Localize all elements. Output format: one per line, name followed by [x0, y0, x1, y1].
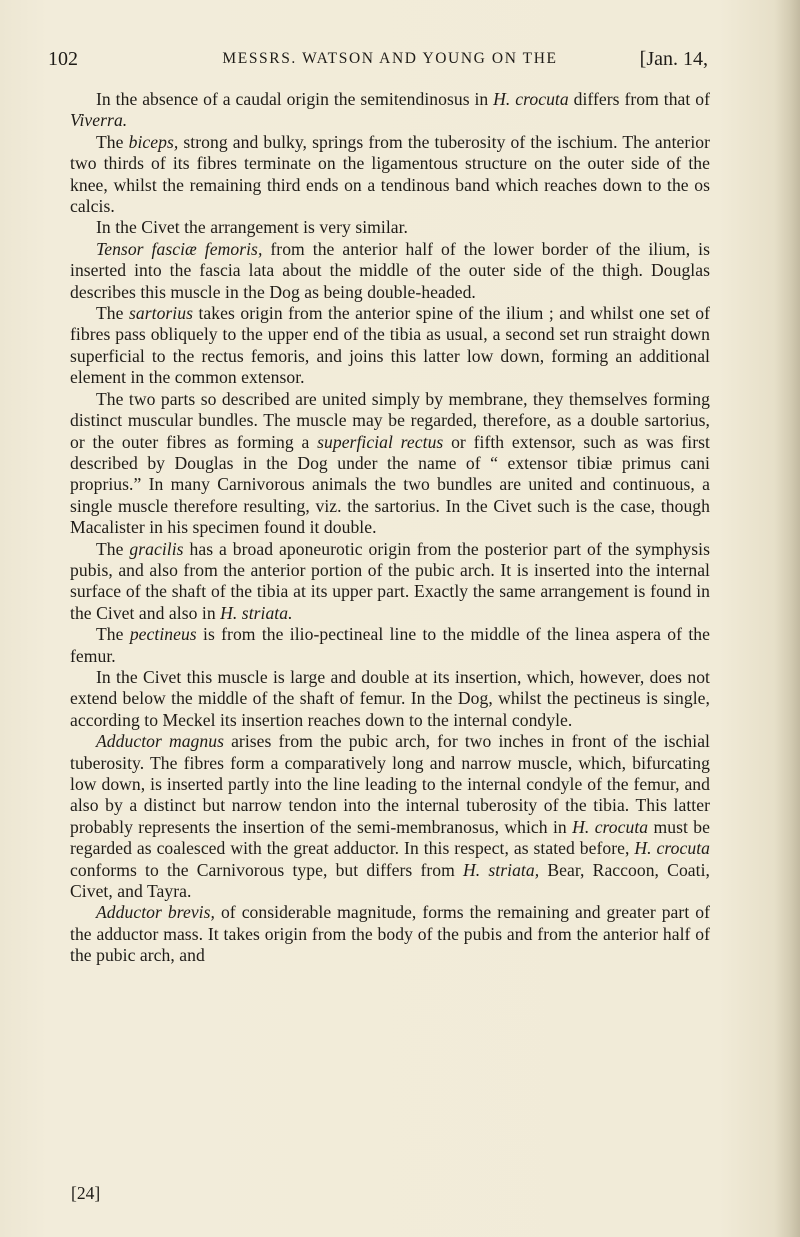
italic-term: H. crocuta	[493, 89, 569, 109]
text-run: arises from the pubic arch, for two inches in front of the ischial tuberosity. The fibres form a comparatively long and narrow muscle, which, bifurcating low down, is inserted partly into the line leading to the internal condyle of the femur, and also by a distinct but narrow tendon into the internal tuberosity of the tibia. This latter probably represents the insertion of the semi-membranosus, which in	[70, 731, 710, 837]
text-run: The	[96, 624, 130, 645]
text-run: takes origin from the anterior spine of the ilium ; and whilst one set of fibres pass obliquely to the upper end of the tibia as usual, a second set run straight down superficial to the rectus femoris, and joins this latter low down, forming an additional element in the common extensor.	[70, 303, 711, 388]
text-run: strong and bulky, springs from the tuberosity of the ischium. The anterior two thirds of its fibres terminate on the ligamentous structure on the outer side of the knee, whilst the remaining third ends on a tendinous band which reaches down to the os calcis.	[70, 131, 711, 217]
text-run: differs from that of	[568, 89, 710, 109]
header-date: [Jan. 14,	[639, 48, 708, 70]
italic-term: biceps,	[128, 131, 179, 152]
paragraph	[70, 132, 710, 218]
text-run: has a broad aponeurotic origin from the posterior part of the symphysis pubis, and also from the anterior portion of the pubic arch. It is inserted into the internal surface of the shaft of the tibia at its upper part. Exactly the same arrangement is found in the Civet and also in	[70, 538, 710, 623]
paragraph	[70, 667, 710, 731]
text-run: The two parts so described are united simply by membrane, they themselves forming distinct muscular bundles. The muscle may be regarded, therefore, as a double sartorius, or the outer fibres as forming a	[70, 388, 710, 452]
italic-term: H. striata,	[463, 859, 540, 880]
paragraph	[70, 624, 710, 667]
text-run: is from the ilio-pectineal line to the middle of the linea aspera of the femur.	[70, 624, 710, 666]
paragraph	[70, 389, 710, 539]
text-run: The	[96, 303, 129, 324]
italic-term: Adductor brevis,	[96, 902, 215, 923]
page-edge-shadow	[774, 0, 800, 1237]
italic-term: Tensor fasciæ femoris,	[96, 238, 263, 259]
italic-term: H. striata.	[220, 602, 293, 623]
italic-term: Adductor magnus	[96, 731, 224, 752]
paragraph	[70, 303, 710, 389]
text-run: must be regarded as coalesced with the great adductor. In this respect, as stated before,	[70, 816, 710, 859]
text-run: The	[96, 131, 129, 152]
paragraph	[70, 217, 710, 238]
running-header	[48, 46, 708, 76]
paragraph	[70, 239, 710, 303]
italic-term: H. crocuta	[634, 838, 711, 859]
text-run: In the Civet the arrangement is very similar.	[96, 217, 409, 238]
italic-term: pectineus	[129, 624, 197, 645]
paragraph	[70, 902, 710, 966]
text-run: of considerable magnitude, forms the remaining and greater part of the adductor mass. It takes origin from the body of the pubis and from the anterior half of the pubic arch, and	[70, 902, 711, 966]
signature-mark: [24]	[71, 1183, 101, 1203]
paragraph	[70, 731, 710, 902]
body-text	[70, 89, 710, 967]
paragraph	[70, 539, 710, 625]
text-run: In the absence of a caudal origin the semitendinosus in	[96, 89, 494, 109]
text-run: The	[96, 538, 130, 559]
paragraph	[70, 89, 710, 132]
page-number: 102	[48, 48, 78, 70]
italic-term: H. crocuta	[572, 816, 649, 837]
text-run: In the Civet this muscle is large and double at its insertion, which, however, does not extend below the middle of the shaft of femur. In the Dog, whilst the pectineus is single, according to Meckel its insertion reaches down to the internal condyle.	[70, 666, 710, 730]
running-title: MESSRS. WATSON AND YOUNG ON THE	[222, 50, 558, 67]
text-run: Bear, Raccoon, Coati, Civet, and Tayra.	[70, 859, 710, 902]
italic-term: Viverra.	[70, 110, 128, 131]
italic-term: superficial rectus	[317, 431, 444, 452]
italic-term: gracilis	[129, 538, 184, 559]
text-run: conforms to the Carnivorous type, but differs from	[70, 859, 464, 880]
text-run: or fifth extensor, such as was first described by Douglas in the Dog under the name of “ extensor tibiæ primus cani proprius.” In many Carnivorous animals the two bundles are united and continuous, a single muscle therefore resulting, viz. the sartorius. In the Civet such is the case, though Macalister in his specimen found it double.	[70, 431, 710, 538]
italic-term: sartorius	[128, 303, 193, 324]
text-run: from the anterior half of the lower border of the ilium, is inserted into the fascia lata about the middle of the outer side of the thigh. Douglas describes this muscle in the Dog as being double-headed.	[70, 238, 710, 302]
